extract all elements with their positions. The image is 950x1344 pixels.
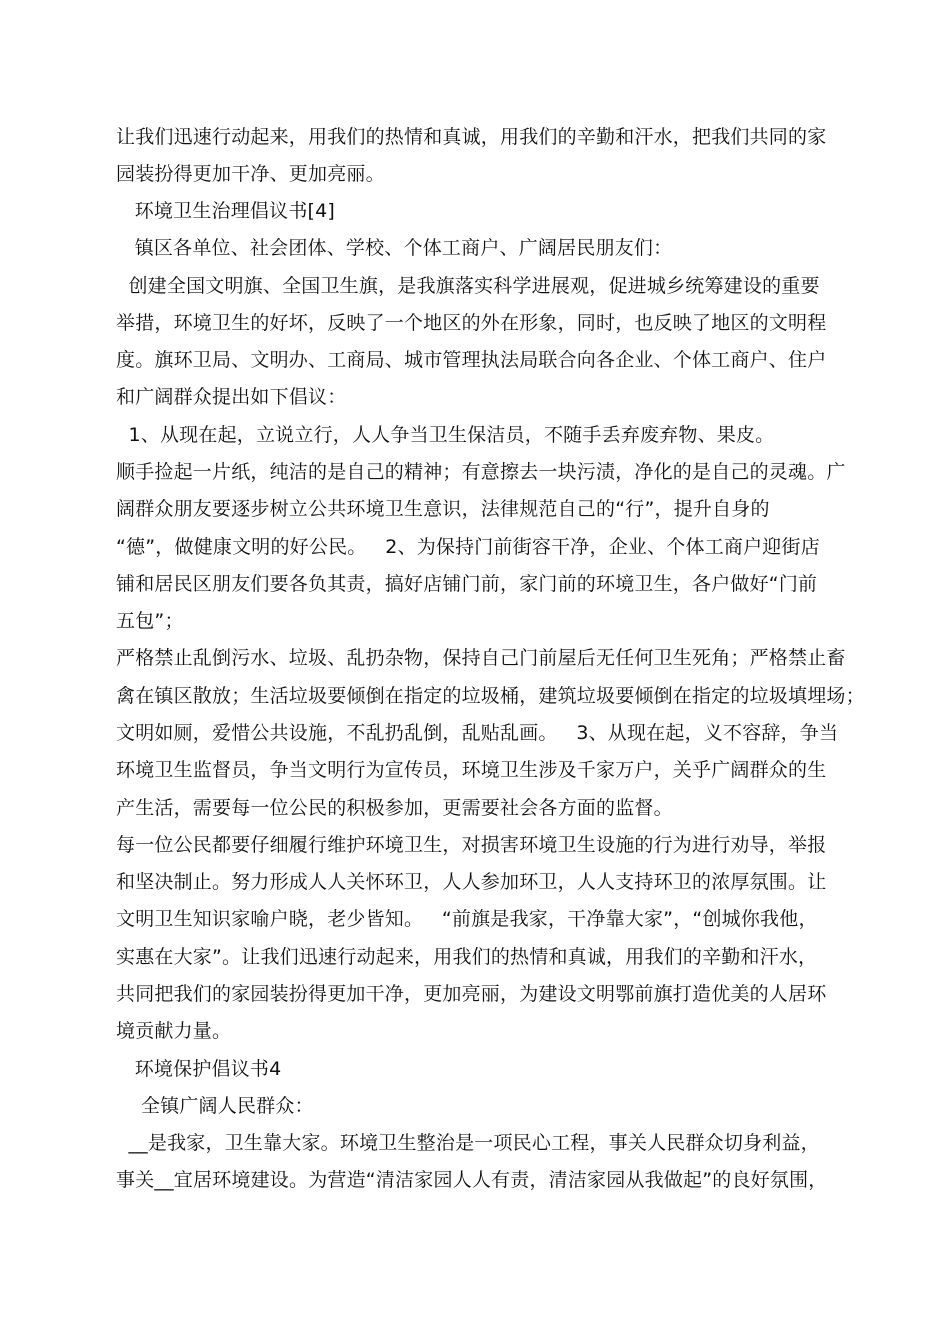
salutation: 全镇广阔人民群众：: [116, 1095, 314, 1117]
text-line: 园装扮得更加干净、更加亮丽。: [116, 163, 385, 185]
text-line: 每一位公民都要仔细履行维护环境卫生，对损害环境卫生设施的行为进行劝导，举报: [116, 834, 827, 856]
text-line: 文明如厕，爱惜公共设施，不乱扔乱倒，乱贴乱画。 3、从现在起，义不容辞，争当: [116, 722, 839, 744]
text-line: 环境卫生监督员，争当文明行为宣传员，环境卫生涉及千家万户，关乎广阔群众的生: [116, 759, 827, 781]
text-line: 共同把我们的家园装扮得更加干净，更加亮丽，为建设文明鄂前旗打造优美的人居环: [116, 983, 827, 1005]
text-line: 举措，环境卫生的好坏，反映了一个地区的外在形象，同时，也反映了地区的文明程: [116, 312, 827, 334]
text-line: 严格禁止乱倒污水、垃圾、乱扔杂物，保持自己门前屋后无任何卫生死角；严格禁止畜: [116, 647, 846, 669]
text-line: 铺和居民区朋友们要各负其责，搞好店铺门前，家门前的环境卫生，各户做好“门前: [116, 573, 818, 595]
section-heading: 环境保护倡议书4: [116, 1058, 282, 1080]
text-line: 和坚决制止。努力形成人人关怀环卫，人人参加环卫，人人支持环卫的浓厚氛围。让: [116, 871, 827, 893]
text-line: 创建全国文明旗、全国卫生旗，是我旗落实科学进展观，促进城乡统筹建设的重要: [116, 275, 820, 297]
salutation: 镇区各单位、社会团体、学校、个体工商户、广阔居民朋友们：: [116, 237, 673, 259]
text-line: 让我们迅速行动起来，用我们的热情和真诚，用我们的辛勤和汗水，把我们共同的家: [116, 126, 827, 148]
text-line: 度。旗环卫局、文明办、工商局、城市管理执法局联合向各企业、个体工商户、住户: [116, 349, 827, 371]
text-line: 境贡献力量。: [116, 1020, 232, 1042]
text-line: 实惠在大家”。让我们迅速行动起来，用我们的热情和真诚，用我们的辛勤和汗水，: [116, 946, 818, 968]
text-line: 顺手捡起一片纸，纯洁的是自己的精神；有意擦去一块污渍，净化的是自己的灵魂。广: [116, 461, 846, 483]
text-line: __是我家，卫生靠大家。环境卫生整治是一项民心工程，事关人民群众切身利益，: [116, 1132, 820, 1154]
text-line: 事关__宜居环境建设。为营造“清洁家园人人有责，清洁家园从我做起”的良好氛围，: [116, 1169, 828, 1191]
text-line: 1、从现在起，立说立行，人人争当卫生保洁员，不随手丢弃废弃物、果皮。: [116, 424, 775, 446]
text-line: 和广阔群众提出如下倡议：: [116, 386, 347, 408]
text-line: 阔群众朋友要逐步树立公共环境卫生意识，法律规范自己的“行”，提升自身的: [116, 498, 770, 520]
text-line: “德”，做健康文明的好公民。 2、为保持门前街容干净，企业、个体工商户迎街店: [116, 536, 820, 558]
text-line: 产生活，需要每一位公民的积极参加，更需要社会各方面的监督。: [116, 797, 673, 819]
section-heading: 环境卫生治理倡议书[4]: [116, 200, 336, 222]
text-line: 禽在镇区散放；生活垃圾要倾倒在指定的垃圾桶，建筑垃圾要倾倒在指定的垃圾填埋场；: [116, 685, 865, 707]
text-line: 文明卫生知识家喻户晓，老少皆知。 “前旗是我家，干净靠大家”，“创城你我他，: [116, 908, 818, 930]
text-line: 五包”；: [116, 610, 184, 632]
